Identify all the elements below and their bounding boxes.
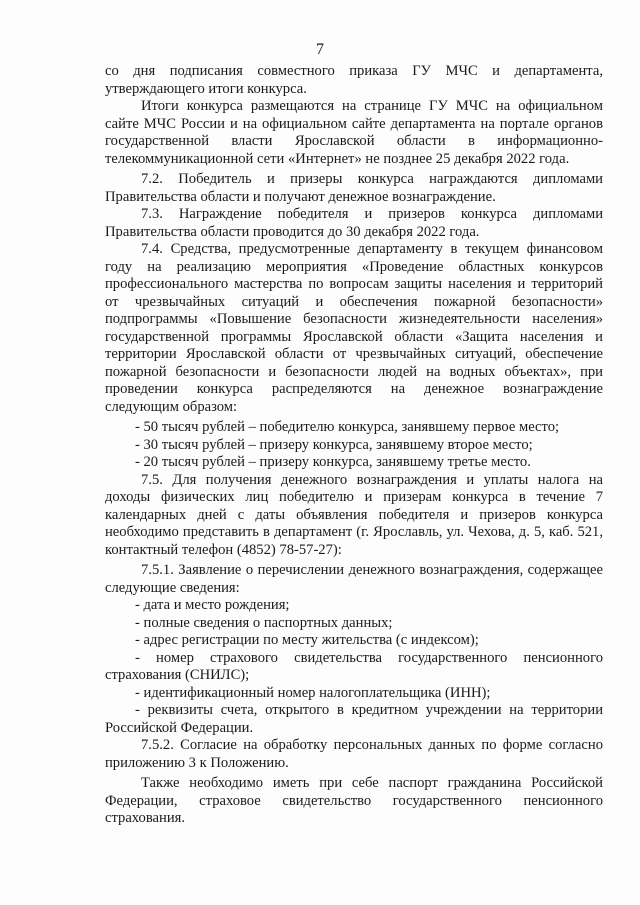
list-item-inn: - идентификационный номер налогоплательщика (ИНН); (135, 684, 491, 701)
list-item-prize-third: - 20 тысяч рублей – призеру конкурса, занявшему третье место. (135, 454, 531, 470)
list-item-prize-first: - 50 тысяч рублей – победителю конкурса, занявшему первое место; (135, 419, 560, 435)
paragraph-7-5: 7.5. Для получения денежного вознаграждения и уплаты налога на доходы физических лиц победителю и призерам конкурса в течение 7 календарных дней с даты объявления победителя и призеров конкурса необходимо представить в департамент (г. Ярославль, ул. Чехова, д. 5, каб. 521, контактный телефон (4852) 78-57-27): (105, 471, 603, 558)
list-item-passport: - полные сведения о паспортных данных; (135, 614, 393, 631)
list-item-bank-account: - реквизиты счета, открытого в кредитном учреждении на территории Российской Федерации. (105, 702, 603, 736)
paragraph-results-publication: Итоги конкурса размещаются на странице ГУ МЧС на официальном сайте МЧС России и на официальном сайте департамента на портале органов государственной власти Ярославской области в информационно-телекоммуникационной сети «Интернет» не позднее 25 декабря 2022 года. (105, 98, 603, 167)
paragraph-7-2: 7.2. Победитель и призеры конкурса награждаются дипломами Правительства области и получают денежное вознаграждение. (105, 171, 603, 205)
paragraph-7-4: 7.4. Средства, предусмотренные департаменту в текущем финансовом году на реализацию мероприятия «Проведение областных конкурсов профессионального мастерства по вопросам защиты населения и территорий от чрезвычайных ситуаций и обеспечения пожарной безопасности» подпрограммы «Повышение безопасности жизнедеятельности населения» государственной программы Ярославской области «Защита населения и территории Ярославской области от чрезвычайных ситуаций, обеспечение пожарной безопасности и безопасности людей на водных объектах», при проведении конкурса распределяются на денежное вознаграждение следующим образом: (105, 241, 603, 415)
page-number: 7 (316, 41, 324, 58)
list-item-address: - адрес регистрации по месту жительства (с индексом); (135, 632, 479, 648)
list-item-birth: - дата и место рождения; (135, 597, 290, 613)
list-item-snils: - номер страхового свидетельства государственного пенсионного страхования (СНИЛС); (105, 649, 603, 683)
paragraph-7-3: 7.3. Награждение победителя и призеров конкурса дипломами Правительства области проводится до 30 декабря 2022 года. (105, 206, 603, 240)
document-body (105, 63, 603, 828)
list-item-prize-second: - 30 тысяч рублей – призеру конкурса, занявшему второе место; (135, 436, 533, 453)
paragraph-7-5-2: 7.5.2. Согласие на обработку персональных данных по форме согласно приложению 3 к Положению. (105, 737, 603, 771)
paragraph-documents-required: Также необходимо иметь при себе паспорт гражданина Российской Федерации, страховое свидетельство государственного пенсионного страхования. (105, 775, 603, 826)
paragraph-continuation: со дня подписания совместного приказа ГУ МЧС и департамента, утверждающего итоги конкурса. (105, 63, 603, 97)
paragraph-7-5-1: 7.5.1. Заявление о перечислении денежного вознаграждения, содержащее следующие сведения: (105, 562, 603, 596)
